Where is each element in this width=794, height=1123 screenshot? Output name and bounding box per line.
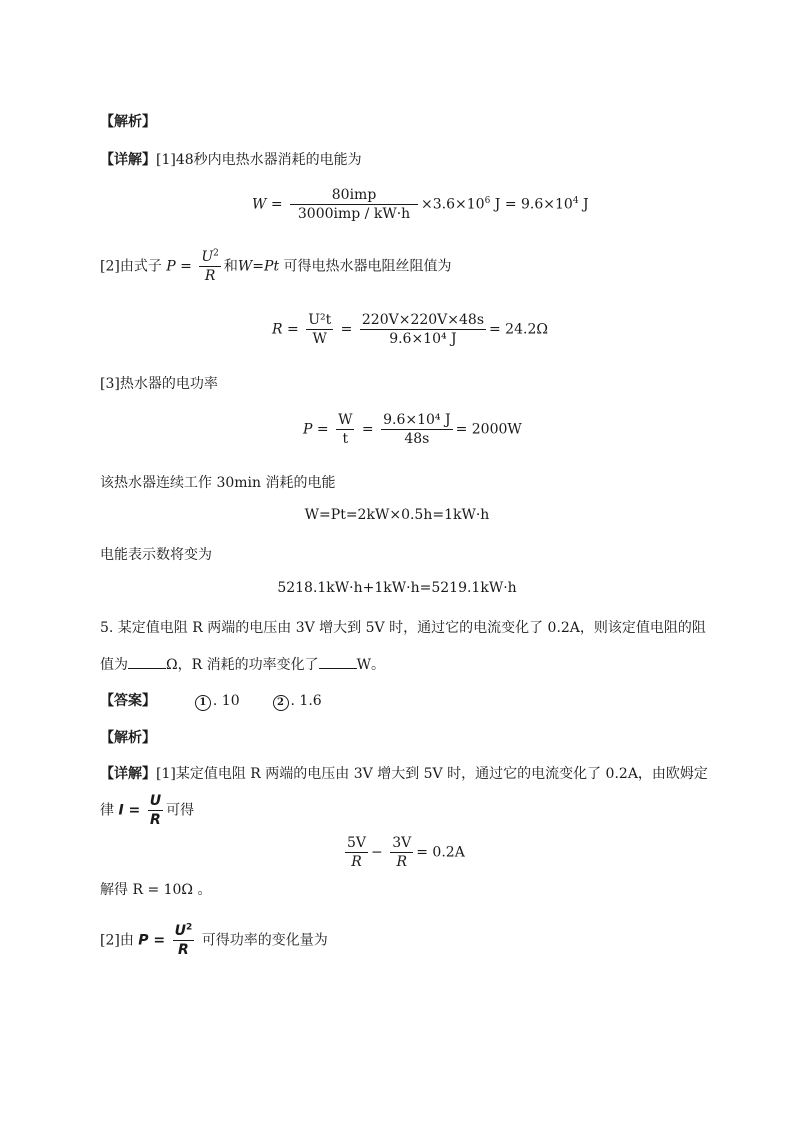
equation-current-change: $\frac{5V}{R}$ − $\frac{3V}{R}$ = 0.2A bbox=[347, 835, 465, 870]
detail-text-q5: [1]某定值电阻 R 两端的电压由 3V 增大到 5V 时，通过它的电流变化了 0.2A，由欧姆定 bbox=[156, 766, 708, 782]
ohm-law-fraction: $\frac{U}{R}$ bbox=[149, 793, 162, 828]
eq6-n1: 5V bbox=[347, 835, 367, 851]
question-5-line-2 bbox=[100, 654, 385, 674]
power-change-line: [2]由 P = $\frac{U^2}{R}$ 可得功率的变化量为 bbox=[100, 922, 328, 958]
q5-suffix: W。 bbox=[356, 657, 385, 673]
eq6-fraction-1 bbox=[345, 834, 368, 871]
eq6-n2: 3V bbox=[392, 835, 412, 851]
eq1-middle: J = 9.6×10 bbox=[490, 196, 573, 213]
question-5-line-1: 5. 某定值电阻 R 两端的电压由 3V 增大到 5V 时，通过它的电流变化了 0.2A，则该定值电阻的阻 bbox=[100, 620, 706, 636]
eq3-fraction-2 bbox=[381, 411, 452, 448]
eq2-fraction-2 bbox=[360, 311, 486, 348]
eq2-result: = 24.2Ω bbox=[489, 321, 548, 338]
ohm-suffix: 可得 bbox=[166, 802, 195, 819]
eq1-fraction bbox=[290, 186, 418, 223]
eq1-lhs: W bbox=[252, 196, 267, 213]
eq3-result: = 2000W bbox=[455, 421, 522, 438]
eq1-denominator: 3000imp / kW·h bbox=[297, 206, 411, 222]
eq6-d2: R bbox=[396, 854, 407, 870]
equation-power: P = $\frac{W}{t}$ = $\frac{\text{9.6×10⁴ J}}{48s}$ = 2000W bbox=[303, 412, 522, 447]
eq2-fraction-1 bbox=[306, 311, 333, 348]
eq3-den1: t bbox=[342, 431, 349, 447]
eq2-den1: W bbox=[312, 331, 327, 347]
q5-prefix: 值为 bbox=[100, 657, 128, 673]
analysis-heading-2: 【解析】 bbox=[100, 730, 156, 746]
eq6-result: = 0.2A bbox=[416, 844, 465, 861]
detail-text-1: [1]48秒内电热水器消耗的电能为 bbox=[156, 152, 362, 168]
eq1-numerator: 80imp bbox=[290, 186, 418, 205]
eq2-num1: U²t bbox=[308, 312, 332, 328]
answer-line bbox=[100, 690, 322, 711]
answer-2-marker: 2 bbox=[273, 695, 289, 711]
detail-paragraph-q5 bbox=[100, 763, 708, 783]
eq2-den2: 9.6×10⁴ J bbox=[389, 331, 457, 347]
eq1-factor: ×3.6×10 bbox=[421, 196, 485, 213]
ohm-law-line: 律 I = $\frac{U}{R}$ 可得 bbox=[100, 793, 195, 828]
answer-1-marker: 1 bbox=[195, 695, 211, 711]
answer-blank-1 bbox=[128, 654, 166, 669]
detail-heading-2: 【详解】 bbox=[100, 766, 156, 782]
ohm-prefix: 律 bbox=[100, 802, 114, 819]
eq3-num2: 9.6×10⁴ J bbox=[383, 412, 451, 428]
paragraph-3: [3]热水器的电功率 bbox=[100, 376, 218, 392]
eq1-exponent-2: 4 bbox=[572, 195, 579, 206]
power-change-fraction: $\frac{U^2}{R}$ bbox=[174, 922, 193, 958]
equation-meter-reading: 5218.1kW·h+1kW·h=5219.1kW·h bbox=[277, 580, 517, 596]
solve-line: 解得 R = 10Ω 。 bbox=[100, 882, 212, 898]
detail-paragraph-1 bbox=[100, 149, 362, 169]
paragraph-2: [2]由式子 P = $\frac{U^2}{R}$ 和W=Pt 可得电热水器电阻丝阻值为 bbox=[100, 248, 452, 284]
eq2-num2: 220V×220V×48s bbox=[361, 312, 484, 328]
analysis-heading: 【解析】 bbox=[100, 114, 156, 130]
power-change-prefix: [2]由 bbox=[100, 932, 134, 949]
equation-30min-energy: W=Pt=2kW×0.5h=1kW·h bbox=[304, 507, 490, 523]
p2-and: 和 bbox=[223, 258, 238, 275]
equation-energy: W = $\frac{\text{80imp}}{\text{3000imp / kW·h}}$ $\times 3.6\times 10^6$ $J = 9.6\times 10^4$ J bbox=[252, 187, 589, 222]
power-change-suffix: 可得功率的变化量为 bbox=[201, 932, 328, 949]
answer-blank-2 bbox=[319, 654, 357, 669]
power-formula-fraction: $\frac{U^2}{R}$ bbox=[201, 248, 219, 284]
p2-suffix: 可得电热水器电阻丝阻值为 bbox=[283, 258, 452, 275]
answer-2: . 1.6 bbox=[290, 693, 322, 709]
eq6-d1: R bbox=[351, 854, 362, 870]
detail-heading: 【详解】 bbox=[100, 152, 156, 168]
p2-prefix: [2]由式子 bbox=[100, 258, 162, 275]
equation-resistance: R = $\frac{\text{U²t}}{W}$ = $\frac{220V\times 220V\times 48s}{\text{9.6×10⁴ J}}$ = 24.2Ω bbox=[272, 312, 548, 347]
eq3-num1: W bbox=[338, 412, 353, 428]
answer-heading: 【答案】 bbox=[100, 693, 156, 709]
eq1-unit: J bbox=[578, 196, 589, 213]
eq1-exponent-1: 6 bbox=[484, 195, 491, 206]
eq3-fraction-1 bbox=[336, 411, 354, 448]
eq6-fraction-2 bbox=[390, 834, 413, 871]
p2-formula: W=Pt bbox=[237, 258, 280, 275]
paragraph-5: 电能表示数将变为 bbox=[100, 547, 212, 563]
paragraph-4: 该热水器连续工作 30min 消耗的电能 bbox=[100, 475, 336, 491]
eq3-den2: 48s bbox=[404, 431, 430, 447]
q5-middle: Ω，R 消耗的功率变化了 bbox=[166, 657, 319, 673]
answer-1: . 10 bbox=[212, 693, 240, 709]
